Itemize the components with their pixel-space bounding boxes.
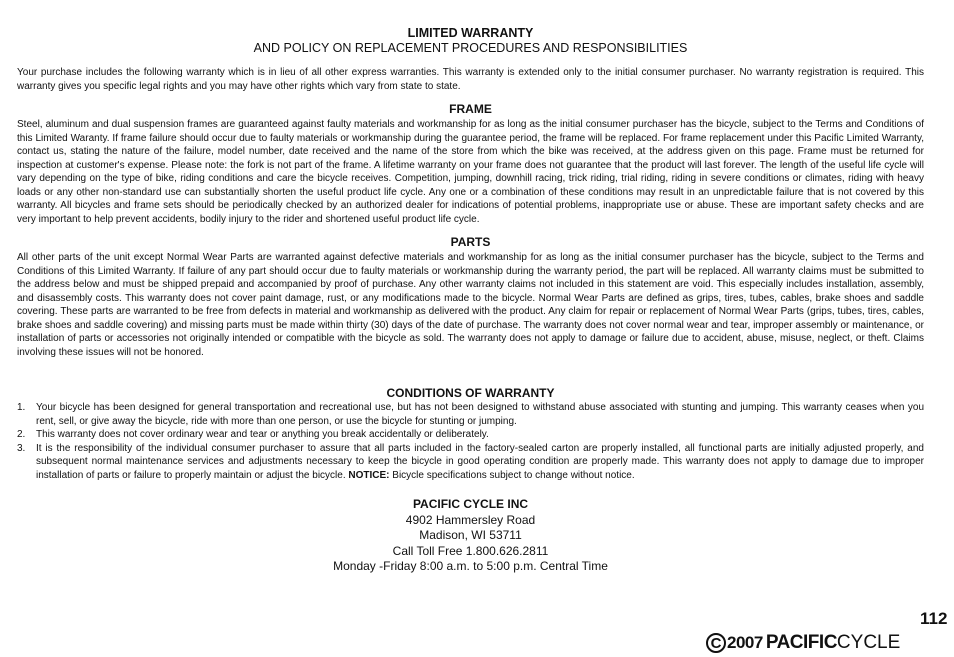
list-item-number: 3. bbox=[17, 442, 26, 454]
contact-block bbox=[17, 497, 924, 575]
conditions-list bbox=[17, 401, 924, 482]
brand-name-bold: PACIFIC bbox=[765, 632, 837, 653]
notice-text: Bicycle specifications subject to change without notice. bbox=[389, 469, 635, 481]
parts-paragraph: All other parts of the unit except Normal Wear Parts are warranted against defective materials and workmanship for as long as the initial consumer purchaser has the bicycle, subject to the Terms and Conditions of this Limited Warranty. If failure of any part should occur due to faulty materials or workmanship during the warranty period, the part will be replaced. All warranty claims must be submitted to the address below and must be shipped prepaid and accompanied by proof of purchase. Any other warranty claims not included in this statement are void. This especially includes installation, assembly, and disassembly costs. This warranty does not cover paint damage, rust, or any modifications made to the bicycle. Normal Wear Parts are defined as grips, tires, tubes, cables, brake shoes and saddle covering. These parts are warranted to be free from defects in material and workmanship as delivered with the product. Any claim for repair or replacement of Normal Wear Parts (grips, tubes, tires, cables, brake shoes and saddle covering) and missing parts must be made within thirty (30) days of the date of purchase. The warranty does not cover normal wear and tear, improper assembly or maintenance, or installation of parts or accessories not originally intended or compatible with the bicycle as sold. The warranty does not apply to damage or failure due to accident, abuse, misuse, neglect, or theft. Claims involving these issues will not be honored. bbox=[17, 252, 924, 358]
list-item bbox=[17, 442, 924, 483]
phone-number: Call Toll Free 1.800.626.2811 bbox=[392, 543, 549, 558]
parts-heading: PARTS bbox=[450, 235, 491, 249]
page-title: LIMITED WARRANTY bbox=[407, 26, 534, 40]
copyright-year: 2007 bbox=[727, 633, 763, 652]
city-state-zip: Madison, WI 53711 bbox=[419, 528, 522, 542]
company-name: PACIFIC CYCLE INC bbox=[412, 497, 529, 511]
list-item-text: This warranty does not cover ordinary wear and tear or anything you break accidentally or deliberately. bbox=[36, 429, 489, 440]
conditions-heading: CONDITIONS OF WARRANTY bbox=[386, 386, 555, 400]
intro-paragraph: Your purchase includes the following warranty which is in lieu of all other express warranties. This warranty is extended only to the initial consumer purchaser. No warranty registration is required. This warranty gives you specific legal rights and you may have other rights which vary from state to state. bbox=[17, 67, 924, 92]
frame-paragraph: Steel, aluminum and dual suspension frames are guaranteed against faulty materials and workmanship for as long as the initial consumer purchaser has the bicycle, subject to the Terms and Conditions of this Limited Waranty. If frame failure should occur due to faulty materials or workmanship during the guarantee period, the frame will be replaced. For frame replacement under this Pacific Limited Warranty, contact us, stating the nature of the failure, model number, date received and the name of the store from which the bike was received, at the address given on this page. Frame must be returned for inspection at customer's expense. Please note: the fork is not part of the frame. A lifetime warranty on your frame does not guarantee that the product will last forever. The length of the useful life cycle will vary depending on the type of bike, riding conditions and care the bicycle receives. Competition, jumping, downhill racing, trick riding, trial riding, riding in severe conditions or climates, riding with heavy loads or any other non-standard use can substantially shorten the useful product life cycle. Any one or a combination of these conditions may result in an unpredictable failure that is not covered by this warranty. All bicycles and frame sets should be periodically checked by an authorized dealer for indications of potential problems, inappropriate use or abuse. These are important safety checks and are very important to help prevent accidents, bodily injury to the rider and shortened useful product life cycle. bbox=[17, 119, 924, 225]
warranty-page bbox=[17, 26, 924, 575]
frame-heading: FRAME bbox=[449, 102, 492, 116]
brand-name-light: CYCLE bbox=[836, 632, 901, 653]
notice-label: NOTICE: bbox=[348, 469, 390, 481]
copyright-icon: C bbox=[706, 633, 726, 653]
list-item-number: 1. bbox=[17, 402, 26, 413]
page-subtitle: AND POLICY ON REPLACEMENT PROCEDURES AND RESPONSIBILITIES bbox=[253, 41, 688, 55]
business-hours: Monday -Friday 8:00 a.m. to 5:00 p.m. Central Time bbox=[333, 559, 608, 573]
list-item-number: 2. bbox=[17, 429, 26, 440]
page-number: 112 bbox=[920, 609, 948, 628]
list-item bbox=[17, 401, 924, 428]
copyright-logo bbox=[706, 629, 900, 657]
list-item bbox=[17, 428, 924, 442]
list-item-text: Your bicycle has been designed for general transportation and recreational use, but has not been designed to withstand abuse associated with stunting and jumping. This warranty ceases when you rent, sell, or give away the bicycle, ride with more than one person, or use the bicycle for stunting or jumping. bbox=[36, 402, 924, 427]
list-item-text: It is the responsibility of the individual consumer purchaser to assure that all parts included in the factory-sealed carton are properly installed, all functional parts are initially adjusted properly, and subsequent normal maintenance services and adjustments necessary to keep the bicycle in good operating condition are properly made. This warranty does not apply to damage due to improper installation of parts or failure to properly maintain or adjust the bicycle. bbox=[36, 442, 924, 481]
street-address: 4902 Hammersley Road bbox=[405, 512, 536, 527]
